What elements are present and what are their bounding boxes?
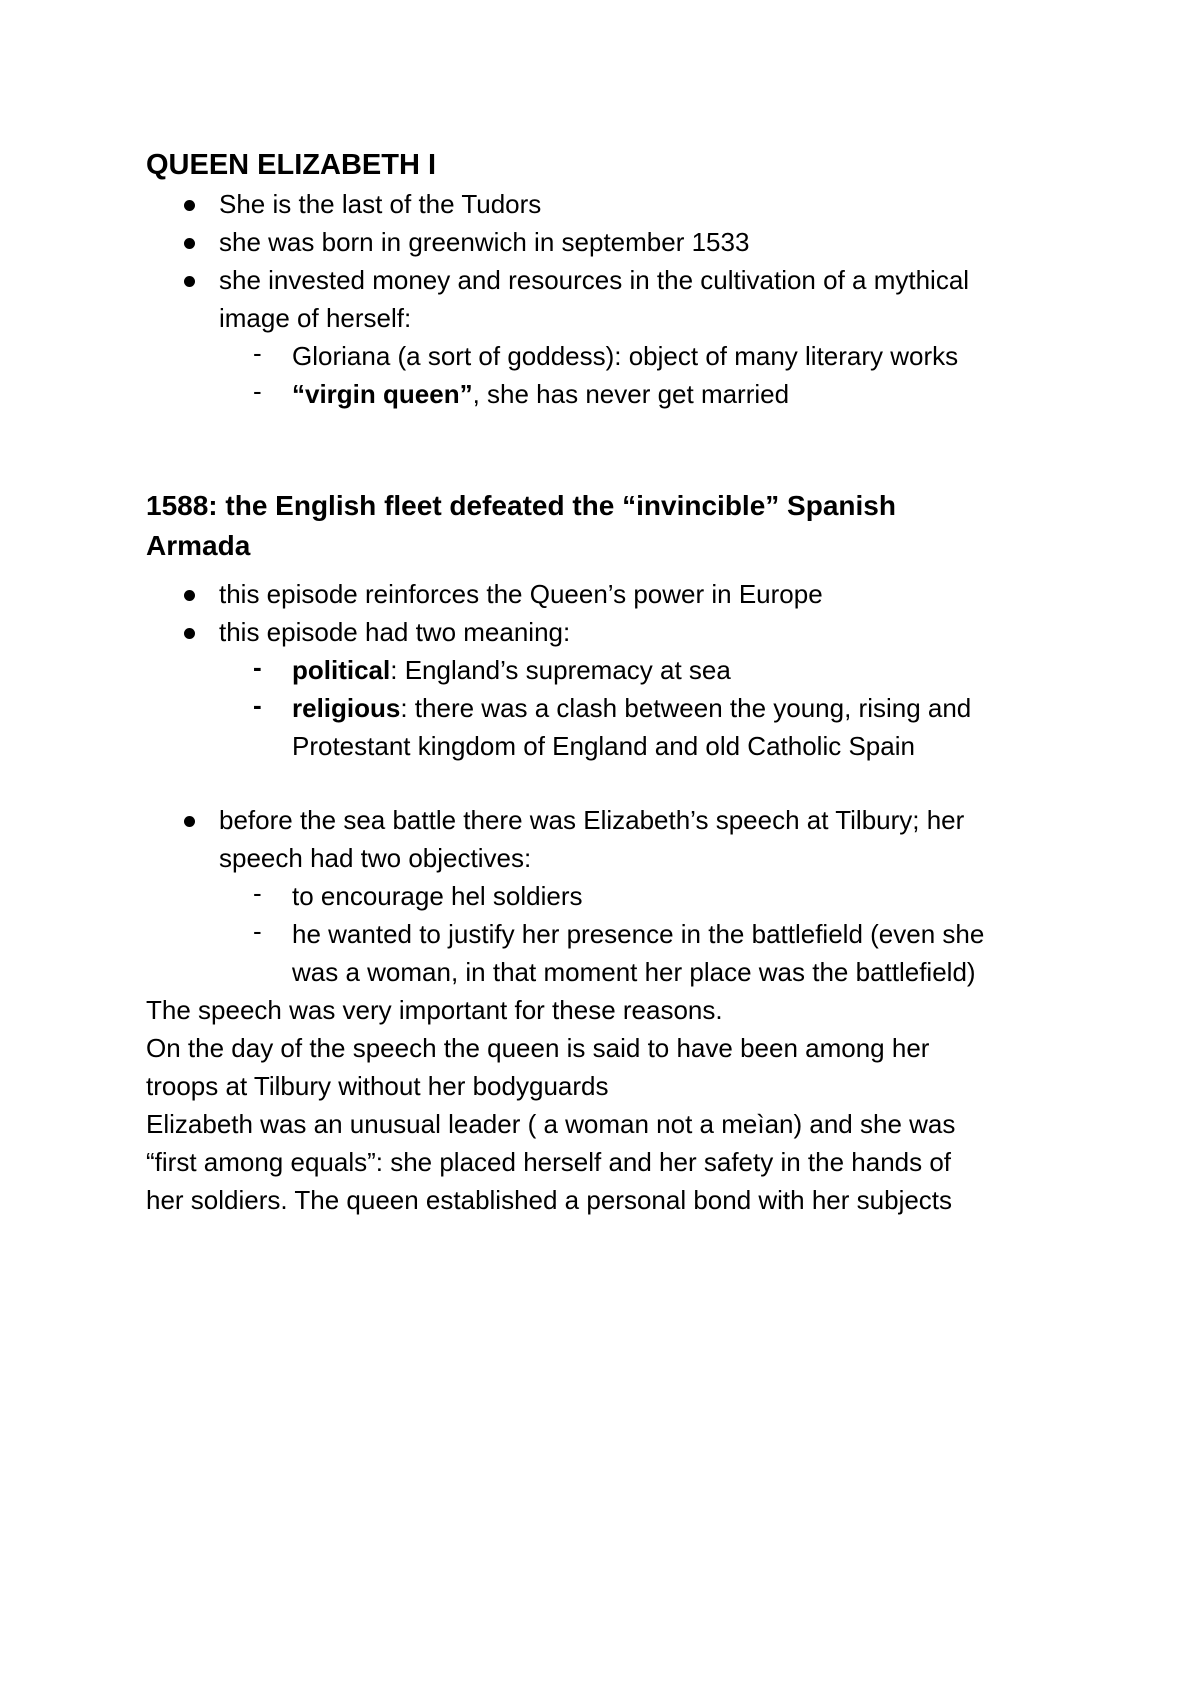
- sub-list-item-text: : there was a clash between the young, rising and: [400, 693, 972, 723]
- list-item: before the sea battle there was Elizabeth’s speech at Tilbury; her: [219, 805, 965, 835]
- paragraph-line: The speech was very important for these reasons.: [146, 995, 723, 1025]
- sub-list-item: Gloriana (a sort of goddess): object of many literary works: [292, 341, 959, 371]
- list-item: she was born in greenwich in september 1533: [219, 227, 750, 257]
- bullet-icon: [184, 816, 195, 827]
- sub-list-item: [292, 376, 789, 413]
- paragraph-line: On the day of the speech the queen is said to have been among her: [146, 1033, 930, 1063]
- dash-marker: -: [253, 376, 262, 406]
- sub-list-item: [292, 652, 731, 689]
- sub-list-item-text: , she has never get married: [472, 379, 790, 409]
- sub-list-item-text: : England’s supremacy at sea: [390, 655, 731, 685]
- section-heading-line: Armada: [146, 530, 251, 561]
- list-item: she invested money and resources in the cultivation of a mythical: [219, 265, 970, 295]
- bullet-icon: [184, 276, 195, 287]
- dash-marker: -: [253, 652, 262, 682]
- bullet-icon: [184, 628, 195, 639]
- section-heading: [146, 486, 1046, 566]
- emphasis-text: political: [292, 655, 391, 685]
- list-item-continuation: speech had two objectives:: [219, 843, 532, 873]
- list-item: this episode had two meaning:: [219, 617, 571, 647]
- list-item: this episode reinforces the Queen’s power in Europe: [219, 579, 823, 609]
- sub-list-item: to encourage hel soldiers: [292, 881, 583, 911]
- list-item: She is the last of the Tudors: [219, 189, 542, 219]
- sub-list-item: he wanted to justify her presence in the battlefield (even she: [292, 919, 985, 949]
- bullet-icon: [184, 590, 195, 601]
- paragraph-line: troops at Tilbury without her bodyguards: [146, 1071, 609, 1101]
- paragraph-line: her soldiers. The queen established a personal bond with her subjects: [146, 1185, 953, 1215]
- paragraph-line: “first among equals”: she placed herself and her safety in the hands of: [146, 1147, 952, 1177]
- bullet-icon: [184, 238, 195, 249]
- bullet-icon: [184, 200, 195, 211]
- emphasis-text: religious: [292, 693, 401, 723]
- sub-list-item-continuation: was a woman, in that moment her place was the battlefield): [292, 957, 976, 987]
- emphasis-text: “virgin queen”: [292, 379, 473, 409]
- dash-marker: -: [253, 916, 262, 946]
- dash-marker: -: [253, 338, 262, 368]
- page-title: QUEEN ELIZABETH I: [146, 149, 437, 181]
- sub-list-item-continuation: Protestant kingdom of England and old Catholic Spain: [292, 731, 915, 761]
- dash-marker: -: [253, 878, 262, 908]
- paragraph-line: Elizabeth was an unusual leader ( a woman not a meìan) and she was: [146, 1109, 956, 1139]
- list-item-continuation: image of herself:: [219, 303, 412, 333]
- sub-list-item: [292, 690, 971, 727]
- section-heading-line: 1588: the English fleet defeated the “invincible” Spanish: [146, 490, 896, 521]
- dash-marker: -: [253, 690, 262, 720]
